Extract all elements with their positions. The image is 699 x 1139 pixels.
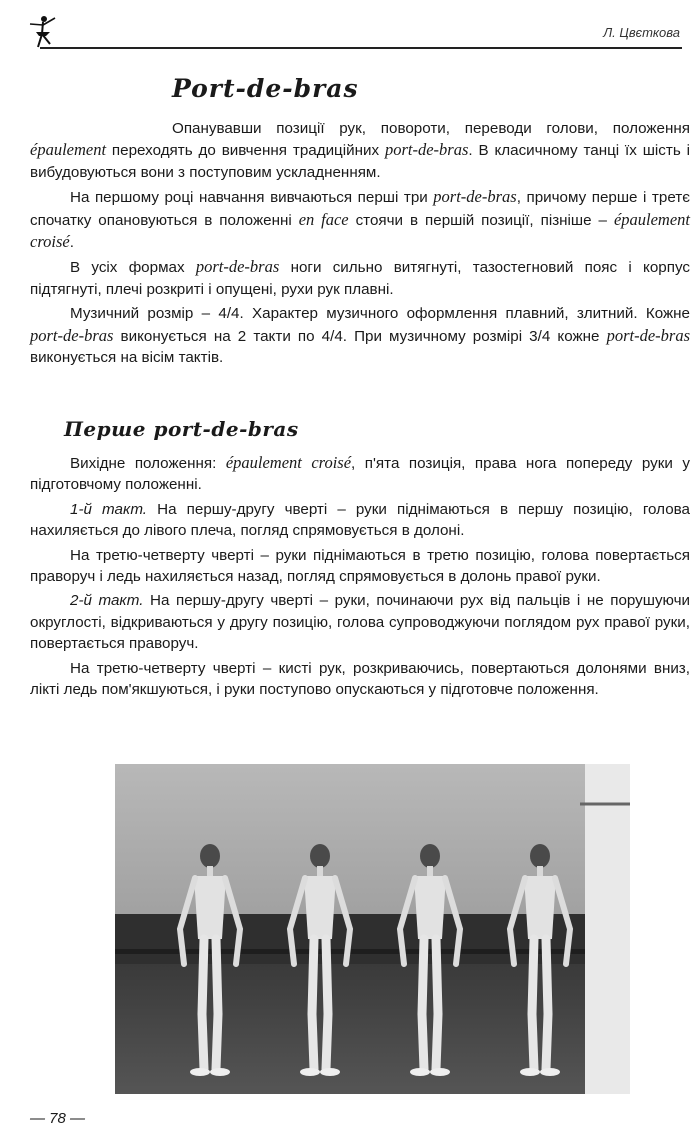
text-run: Опанувавши позиції рук, повороти, переводи голови, положення xyxy=(172,120,690,137)
text-run: виконується на 2 такти по 4/4. При музичному розмірі 3/4 кожне xyxy=(113,327,607,345)
paragraph xyxy=(30,303,690,368)
text-run: На третю-четверту чверті – руки піднімаються в третю позицію, голова повертається праворуч і ледь нахиляється назад, погляд спрямовується в долонь правої руки. xyxy=(30,546,690,586)
subsection-title: Перше port-de-bras xyxy=(64,417,299,441)
page-header xyxy=(22,14,682,52)
dancers-photo-illustration xyxy=(115,764,630,1094)
paragraph xyxy=(30,545,690,588)
text-run: В усіх формах xyxy=(70,259,196,277)
paragraph xyxy=(30,256,690,300)
italic-term: épaulement croisé xyxy=(30,209,690,252)
text-run: На третю-четверту чверті – кисті рук, розкриваючись, повертаються долонями вниз, лікті ледь пом'якшуються, і руки поступово опускаються у підготовче положення. xyxy=(30,659,690,699)
section-title: Port-de-bras xyxy=(172,74,359,103)
text-run: На першому році навчання вивчаються перші три xyxy=(70,189,434,207)
italic-term: port-de-bras xyxy=(384,140,469,160)
text-run: . В класичному танці їх шість і вибудовуються вони з поступовим ускладненням. xyxy=(30,142,690,181)
bar-label: 2-й такт. xyxy=(70,592,144,610)
text-run: переходять до вивчення традиційних xyxy=(106,142,385,160)
italic-term: en face xyxy=(298,209,349,229)
italic-term: port-de-bras xyxy=(30,325,114,345)
ballet-class-photo xyxy=(115,764,630,1094)
paragraph xyxy=(30,499,690,542)
text-run: ноги сильно витягнуті, тазостегновий пояс і корпус підтягнуті, плечі розкриті і опущені, рухи рук плавні. xyxy=(30,259,690,298)
text-run: виконується на вісім тактів. xyxy=(30,349,224,367)
running-head-author: Л. Цвєткова xyxy=(603,25,680,40)
paragraph xyxy=(30,590,690,654)
text-run: , причому перше і третє спочатку опановуються в положенні xyxy=(30,189,690,229)
text-run: Музичний розмір – 4/4. Характер музичного оформлення плавний, злитний. Кожне xyxy=(70,305,690,323)
paragraph xyxy=(30,658,690,701)
italic-term: épaulement xyxy=(30,140,107,160)
bar-label: 1-й такт. xyxy=(70,500,148,518)
text-run: Вихідне положення: xyxy=(70,455,226,472)
paragraph xyxy=(30,452,690,496)
italic-term: port-de-bras xyxy=(606,325,690,345)
text-run: , п'ята позиція, права нога попереду руки у підготовчому положенні. xyxy=(30,455,690,494)
subsection-body xyxy=(30,452,690,703)
italic-term: épaulement croisé xyxy=(225,453,352,472)
paragraph xyxy=(30,118,690,183)
text-run: . xyxy=(69,234,74,252)
paragraph xyxy=(30,186,690,253)
text-run: На першу-другу чверті – руки піднімаються в першу позицію, голова нахиляється до лівого плеча, погляд спрямовується в долоні. xyxy=(30,500,690,540)
header-rule xyxy=(40,47,682,49)
section-body xyxy=(30,118,690,371)
text-run: стоячи в першій позиції, пізніше – xyxy=(348,211,614,229)
page-number: — 78 — xyxy=(30,1110,86,1127)
italic-term: port-de-bras xyxy=(433,187,517,207)
italic-term: port-de-bras xyxy=(195,257,280,277)
text-run: На першу-другу чверті – руки, починаючи рух від пальців і не порушуючи округлості, відкриваються у другу позицію, голова супроводжуючи поглядом рух правої руки, повертається праворуч. xyxy=(30,592,690,653)
